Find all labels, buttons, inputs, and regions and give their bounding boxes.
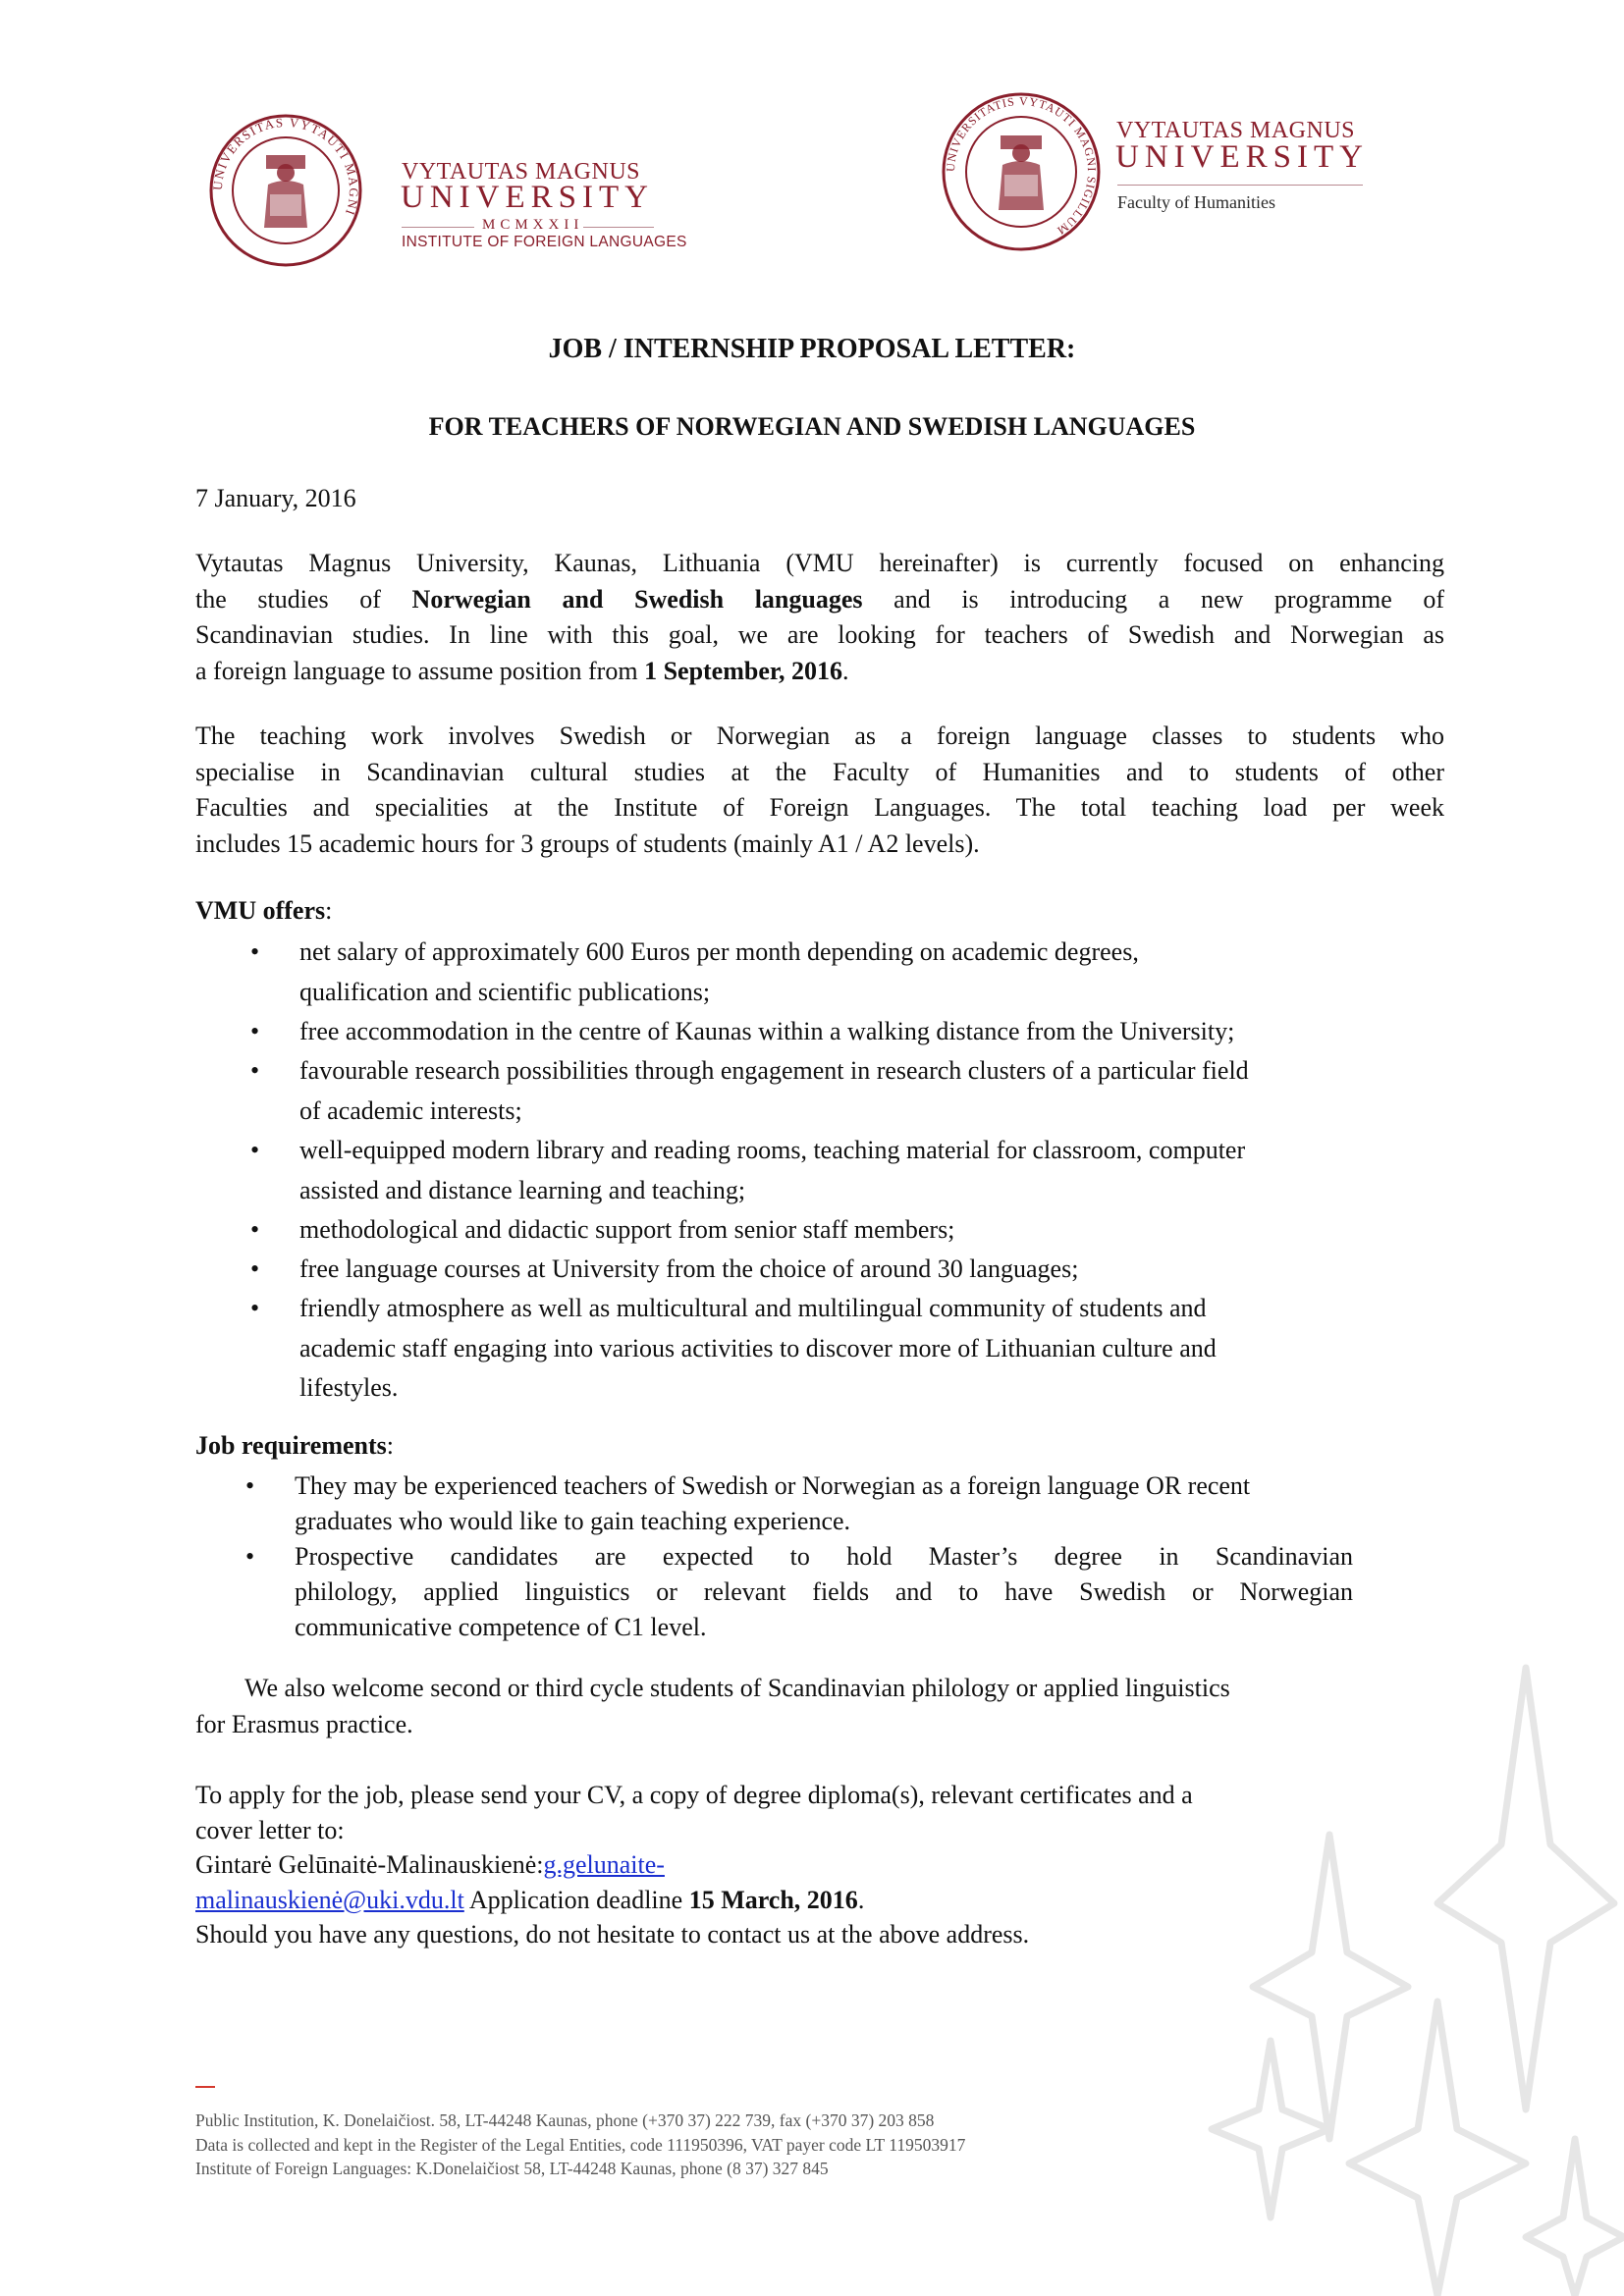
- logo-line1: VYTAUTAS MAGNUS: [402, 159, 640, 185]
- footer-line: Public Institution, K. Donelaičiost. 58, LT-44248 Kaunas, phone (+370 37) 222 739, fax (+370 37) 203 858: [195, 2110, 935, 2130]
- divider: [402, 227, 474, 228]
- logo-line2: UNIVERSITY: [1115, 139, 1369, 175]
- university-seal-icon: [940, 90, 1103, 253]
- svg-text:UNIVERSITATIS VYTAUTI MAGNI SI: UNIVERSITATIS VYTAUTI MAGNI SIGILLUM: [943, 93, 1100, 239]
- deadline: 15 March, 2016: [688, 1885, 858, 1914]
- list-item: • Prospective candidates are expected to hold Master’s degree in Scandinavian philology, applied linguistics or relevant fields and to have Swedish or Norwegian communicative competence of C1 level.: [295, 1539, 1353, 1645]
- bullet-icon: •: [250, 1294, 260, 1322]
- logo-line1: VYTAUTAS MAGNUS: [1116, 118, 1355, 143]
- email-link[interactable]: malinauskienė@uki.vdu.lt: [195, 1885, 464, 1914]
- bullet-icon: •: [250, 1056, 260, 1085]
- divider: [1117, 185, 1363, 186]
- erasmus-paragraph: We also welcome second or third cycle students of Scandinavian philology or applied linguistics for Erasmus practice.: [195, 1674, 1230, 1738]
- apply-paragraph: To apply for the job, please send your CV, a copy of degree diploma(s), relevant certificates and a cover letter to: Gintarė Gelūnaitė-Malinauskienė:g.gelunaite- malinauskienė@uki.vdu.lt Application deadline 15 March, 2016. Should you have any questions, do not hesitate to contact us at the above address.: [195, 1781, 1193, 1949]
- bullet-icon: •: [250, 937, 260, 966]
- intro-paragraph: Vytautas Magnus University, Kaunas, Lithuania (VMU hereinafter) is currently focused on enhancing the studies of Norwegian and Swedish languages and is introducing a new programme of Scandinavian studies. In line with this goal, we are looking for teachers of Swedish and Norwegian as a foreign language to assume position from 1 September, 2016.: [195, 549, 1445, 685]
- svg-text:UNIVERSITAS VYTAUTI MAGNI: UNIVERSITAS VYTAUTI MAGNI: [209, 114, 362, 219]
- divider: [583, 227, 654, 228]
- logo-line3: Faculty of Humanities: [1117, 192, 1275, 212]
- footer-line: Data is collected and kept in the Register of the Legal Entities, code 111950396, VAT payer code LT 119503917: [195, 2134, 966, 2155]
- email-link[interactable]: g.gelunaite-: [543, 1850, 665, 1879]
- bullet-icon: •: [250, 1255, 260, 1283]
- bullet-icon: •: [250, 1136, 260, 1164]
- teaching-paragraph: The teaching work involves Swedish or Norwegian as a foreign language classes to students who specialise in Scandinavian cultural studies at the Faculty of Humanities and to students of other Faculties and specialities at the Institute of Foreign Languages. The total teaching load per week includes 15 academic hours for 3 groups of students (mainly A1 / A2 levels).: [195, 721, 1444, 858]
- footer-line: Institute of Foreign Languages: K.Donelaičiost 58, LT-44248 Kaunas, phone (8 37) 327 845: [195, 2159, 829, 2178]
- bullet-icon: •: [250, 1215, 260, 1244]
- university-seal-icon: [207, 112, 364, 269]
- requirements-heading: Job requirements:: [195, 1431, 394, 1460]
- contact-name: Gintarė Gelūnaitė-Malinauskienė:: [195, 1850, 544, 1879]
- star-watermark-icon: [976, 1648, 1624, 2296]
- footer: [195, 2109, 965, 2181]
- bullet-icon: •: [250, 1017, 260, 1045]
- logo-line3: MCMXXII: [482, 217, 584, 233]
- offers-heading: VMU offers:: [195, 896, 333, 925]
- bullet-icon: •: [245, 1542, 255, 1571]
- logo-line4: INSTITUTE OF FOREIGN LANGUAGES: [402, 234, 687, 250]
- footer-accent: [195, 2086, 215, 2088]
- page-title: JOB / INTERNSHIP PROPOSAL LETTER:: [548, 334, 1076, 364]
- page-subtitle: FOR TEACHERS OF NORWEGIAN AND SWEDISH LANGUAGES: [428, 412, 1196, 441]
- letter-date: 7 January, 2016: [195, 484, 356, 512]
- bullet-icon: •: [245, 1471, 255, 1500]
- logo-line2: UNIVERSITY: [401, 180, 654, 215]
